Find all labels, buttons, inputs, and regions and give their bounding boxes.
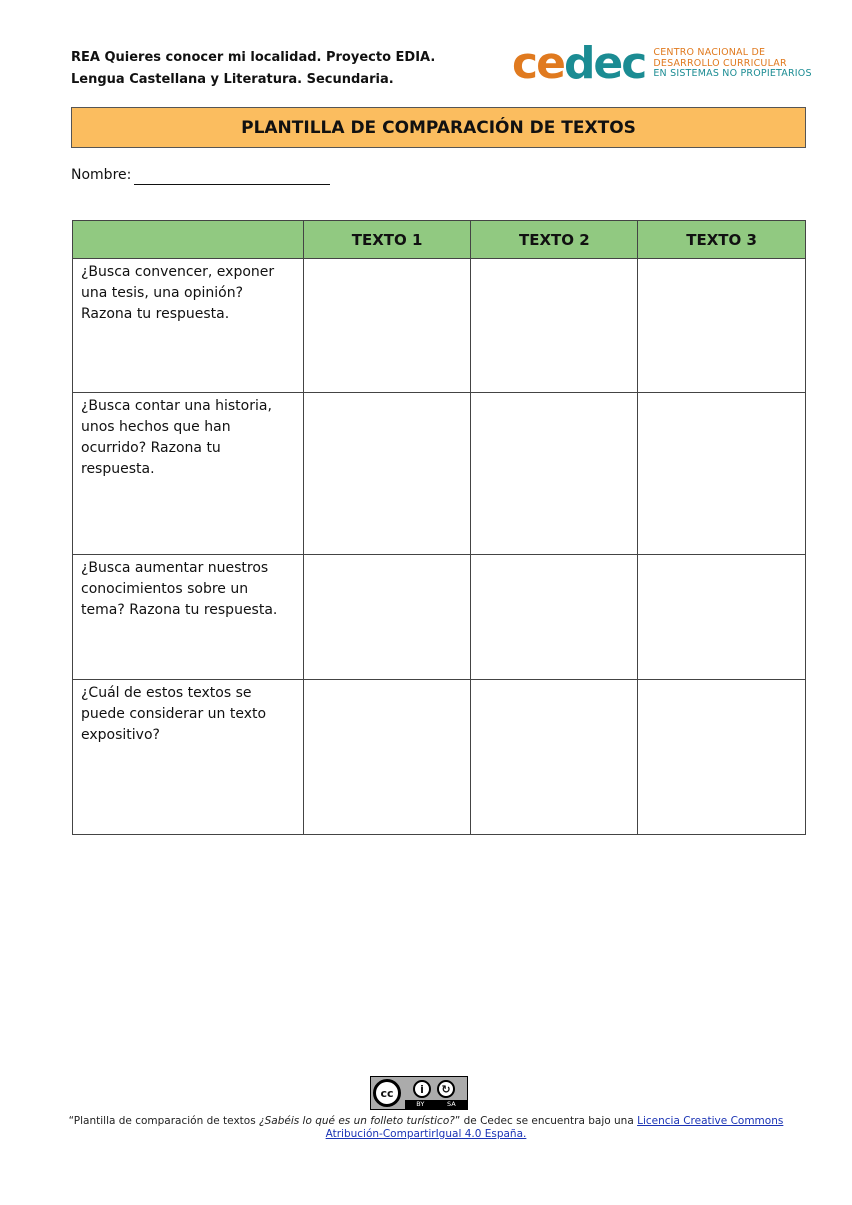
answer-cell[interactable] (471, 680, 638, 835)
answer-cell[interactable] (303, 393, 471, 555)
table-row (73, 259, 806, 393)
cc-icon: cc (373, 1079, 401, 1107)
header-line-subject: Lengua Castellana y Literatura. Secundaria. (71, 72, 394, 87)
cc-sa-label: SA (446, 1100, 456, 1108)
table-header-texto-3: TEXTO 3 (638, 221, 806, 259)
answer-cell[interactable] (638, 680, 806, 835)
answer-cell[interactable] (471, 393, 638, 555)
answer-cell[interactable] (471, 259, 638, 393)
answer-cell[interactable] (303, 680, 471, 835)
answer-cell[interactable] (638, 393, 806, 555)
footer-work-title: ¿Sabéis lo qué es un folleto turístico? (259, 1115, 455, 1127)
question-cell: ¿Cuál de estos textos se puede considerar un texto expositivo? (73, 680, 304, 835)
license-footer (40, 1115, 812, 1141)
license-link[interactable]: Licencia Creative Commons Atribución-CompartirIgual 4.0 España. (325, 1115, 784, 1140)
logo-wordmark: cedec (512, 38, 646, 89)
share-alike-icon: ↻ (437, 1080, 455, 1098)
table-header-texto-1: TEXTO 1 (303, 221, 471, 259)
table-header-row (73, 221, 806, 259)
table-row (73, 555, 806, 680)
footer-text-a: “Plantilla de comparación de textos (68, 1115, 260, 1127)
footer-text-b: ” de Cedec se encuentra bajo una (454, 1115, 638, 1127)
document-header (71, 47, 435, 91)
table-row (73, 393, 806, 555)
table-header-texto-2: TEXTO 2 (471, 221, 638, 259)
cc-badge-band (405, 1100, 467, 1109)
question-cell: ¿Busca aumentar nuestros conocimientos sobre un tema? Razona tu respuesta. (73, 555, 304, 680)
answer-cell[interactable] (303, 259, 471, 393)
table-header-corner (73, 221, 304, 259)
answer-cell[interactable] (638, 555, 806, 680)
page-title: PLANTILLA DE COMPARACIÓN DE TEXTOS (241, 117, 636, 138)
question-cell: ¿Busca convencer, exponer una tesis, una opinión? Razona tu respuesta. (73, 259, 304, 393)
header-line-project: REA Quieres conocer mi localidad. Proyecto EDIA. (71, 50, 436, 65)
attribution-icon: i (413, 1080, 431, 1098)
question-cell: ¿Busca contar una historia, unos hechos que han ocurrido? Razona tu respuesta. (73, 393, 304, 555)
answer-cell[interactable] (471, 555, 638, 680)
logo-subtitle: CENTRO NACIONAL DE DESARROLLO CURRICULAR EN SISTEMAS NO PROPIETARIOS (653, 47, 812, 80)
comparison-table (72, 220, 806, 835)
answer-cell[interactable] (638, 259, 806, 393)
name-blank-line[interactable] (134, 168, 330, 185)
table-row (73, 680, 806, 835)
cc-by-label: BY (416, 1100, 425, 1108)
answer-cell[interactable] (303, 555, 471, 680)
cc-license-badge[interactable] (370, 1076, 468, 1110)
cedec-logo (512, 40, 812, 88)
name-label: Nombre: (71, 167, 132, 183)
name-field-row (71, 165, 330, 185)
page-title-banner (71, 107, 806, 148)
